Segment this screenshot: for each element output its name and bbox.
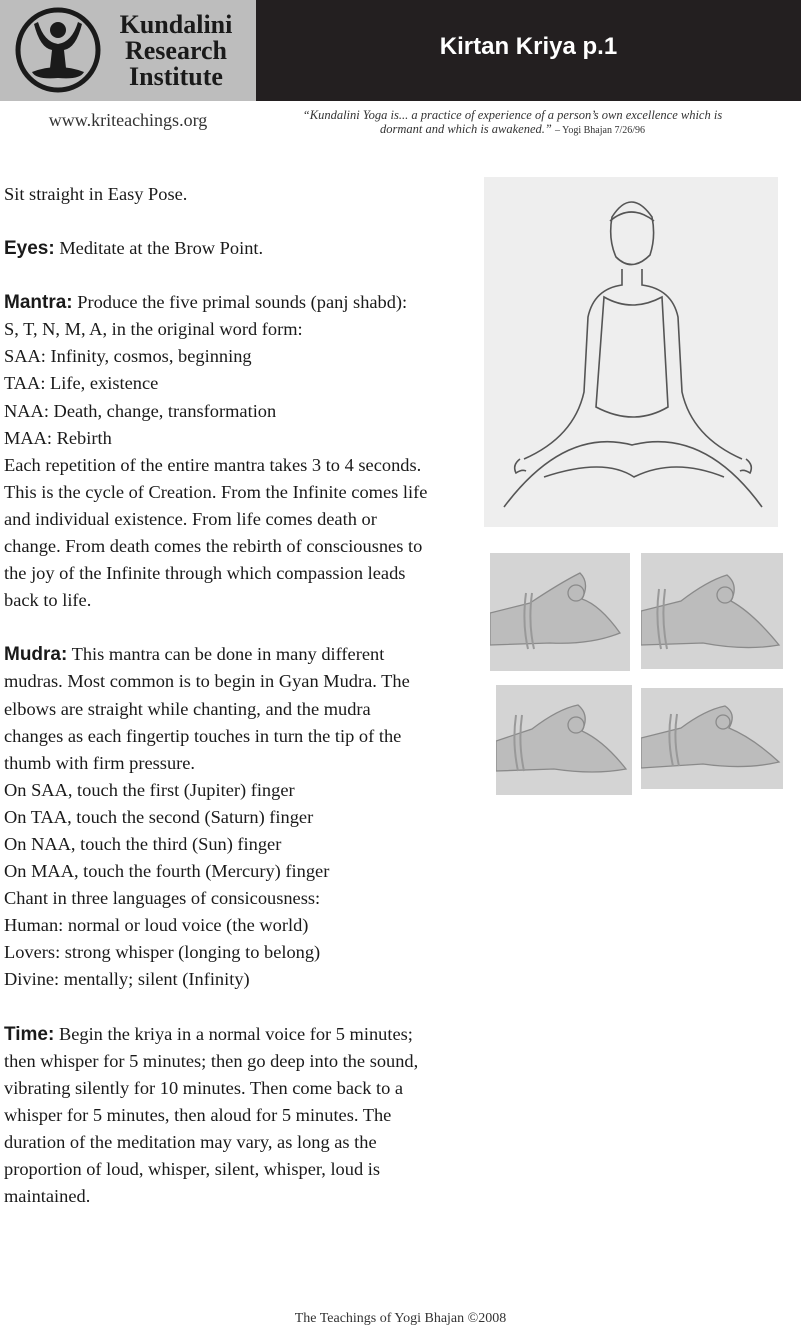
quote-text: “Kundalini Yoga is... a practice of experience of a person’s own excellence which is dormant and which is awakened.” [302,108,723,136]
time-label: Time: [4,1023,55,1045]
instructions-body [4,181,474,1210]
mudra-photo-jupiter [490,553,630,671]
mantra-line: TAA: Life, existence [4,373,159,394]
org-name-line: Institute [129,62,223,91]
time-line: duration of the meditation may vary, as long as the [4,1131,377,1152]
mudra-line: elbows are straight while chanting, and the mudra [4,698,371,719]
time-line: maintained. [4,1186,91,1207]
mantra-line: NAA: Death, change, transformation [4,400,277,421]
time-section [4,1021,474,1048]
time-line: proportion of loud, whisper, silent, whisper, loud is [4,1159,381,1179]
footer-copyright: The Teachings of Yogi Bhajan ©2008 [294,1311,507,1326]
org-name [106,12,246,90]
mudra-line: Lovers: strong whisper (longing to belong) [4,942,321,963]
mudra-photo-sun [496,685,632,795]
mudra-line: mudras. Most common is to begin in Gyan Mudra. The [4,671,410,692]
mantra-label: Mantra: [4,292,73,314]
mudra-line: Human: normal or loud voice (the world) [4,915,309,936]
time-line: Begin the kriya in a normal voice for 5 minutes; [58,1023,413,1044]
eyes-text: Meditate at the Brow Point. [59,238,264,259]
time-line: vibrating silently for 10 minutes. Then come back to a [4,1077,404,1098]
eyes-label: Eyes: [4,238,55,260]
mudra-line: thumb with firm pressure. [4,752,196,773]
intro-text: Sit straight in Easy Pose. [4,184,188,204]
mantra-line: MAA: Rebirth [4,427,112,448]
mudra-line: changes as each fingertip touches in turn the tip of the [4,725,402,746]
mantra-section [4,289,474,316]
mudra-line: Divine: mentally; silent (Infinity) [4,969,250,990]
mantra-line: SAA: Infinity, cosmos, beginning [4,346,252,367]
mantra-line: Each repetition of the entire mantra takes 3 to 4 seconds. [4,454,422,475]
mantra-line: and individual existence. From life comes death or [4,508,377,529]
eyes-section [4,235,474,262]
mudra-line: On SAA, touch the first (Jupiter) finger [4,779,295,800]
mantra-line: S, T, N, M, A, in the original word form: [4,319,303,340]
mantra-line: change. From death comes the rebirth of consciousnes to [4,536,423,557]
mudra-photo-mercury [641,688,783,789]
mantra-line: back to life. [4,590,92,611]
mantra-line: This is the cycle of Creation. From the Infinite comes life [4,481,428,502]
website-url: www.kriteachings.org [48,110,208,130]
mudra-section [4,641,474,668]
meditating-figure-logo-icon [14,6,102,94]
mudra-line: On MAA, touch the fourth (Mercury) finger [4,861,330,882]
header-quote [300,108,725,138]
mudra-label: Mudra: [4,644,68,666]
mantra-line: Produce the five primal sounds (panj shabd): [77,292,408,313]
mudra-photo-saturn [641,553,783,669]
mudra-line: On NAA, touch the third (Sun) finger [4,833,282,854]
mudra-line: On TAA, touch the second (Saturn) finger [4,806,314,827]
time-line: then whisper for 5 minutes; then go deep into the sound, [4,1050,419,1071]
mudra-line: Chant in three languages of consicousness: [4,888,321,909]
mudra-line: This mantra can be done in many different [71,644,385,665]
quote-attribution: – Yogi Bhajan 7/26/96 [554,125,645,136]
time-line: whisper for 5 minutes, then aloud for 5 minutes. The [4,1104,392,1125]
org-name-line: Kundalini [119,10,233,39]
org-name-line: Research [124,36,228,65]
mantra-line: the joy of the Infinite through which compassion leads [4,563,406,584]
page-title: Kirtan Kriya p.1 [439,33,618,60]
meditation-pose-illustration [484,177,778,527]
